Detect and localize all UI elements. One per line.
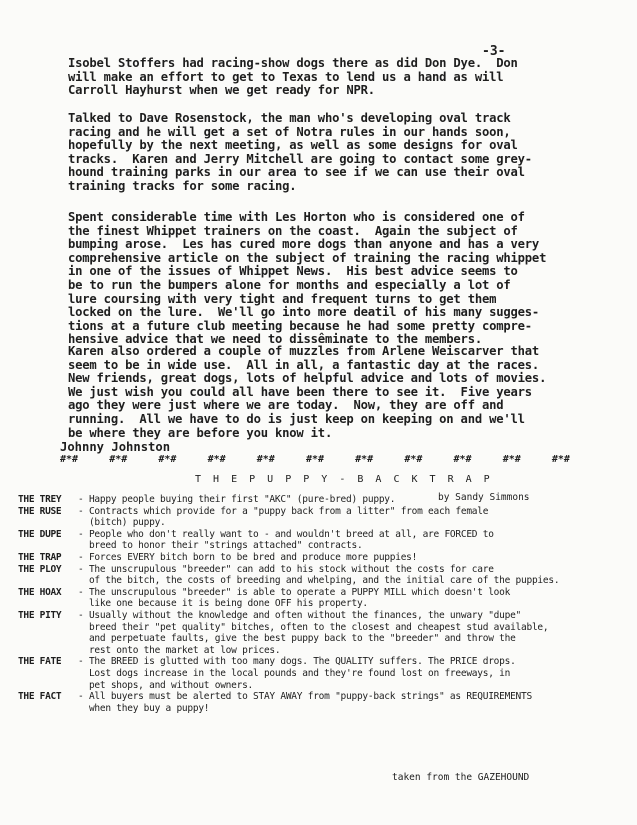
paragraph-horton: Spent considerable time with Les Horton who is considered one of the finest Whippet trainers on the coast. Again the subject of bumping arose. Les has cured more dogs than anyone and has a very comprehensive article on the subject of training the racing whippet in one of the issues of Whippet News. His best advice seems to be to run the bumpers alone for months and especially a lot of lure coursing with very tight and frequent turns to get them locked on the lure. We'll go into more deatil of his many sugges- tions at a future club meeting because he had some pretty compre- hensive advice that we need to dissêminate to the members. xyxy=(68,210,547,347)
definition-term: THE PLOY xyxy=(18,563,62,575)
definition-text: - People who don't really want to - and wouldn't breed at all, are FORCED to breed to honor their "strings attached" contracts. xyxy=(78,528,494,552)
definition-item xyxy=(18,552,618,564)
definition-item xyxy=(18,529,618,552)
definition-item xyxy=(18,494,618,506)
definition-item xyxy=(18,610,618,656)
paragraph-muzzles: Karen also ordered a couple of muzzles from Arlene Weiscarver that seem to be in wide use. All in all, a fantastic day at the races. New friends, great dogs, lots of helpful advice and lots of movies. We just wish you could all have been there to see it. Five years ago they were just where we are today. Now, they are off and running. All we have to do is just keep on keeping on and we'll be where they are before you know it. xyxy=(68,344,547,440)
article-source: taken from the GAZEHOUND xyxy=(392,772,530,783)
separator-mark: #*# xyxy=(305,454,324,465)
definition-term: THE DUPE xyxy=(18,528,62,540)
definition-text: - Usually without the knowledge and often without the finances, the unwary "dupe" breed their "pet quality" bitches, often to the closest and cheapest stud available, and perpetuate faults, give the best puppy back to the "breeder" and throw the rest onto the market at low prices. xyxy=(78,609,549,656)
separator-mark: #*# xyxy=(256,454,275,465)
definition-term: THE PITY xyxy=(18,609,62,621)
article-byline: by Sandy Simmons xyxy=(438,492,530,503)
separator-mark: #*# xyxy=(404,454,423,465)
definition-text: - The BREED is glutted with too many dogs. The QUALITY suffers. The PRICE drops. Lost dogs increase in the local pounds and they're found lost on freeways, in pet shops, and without owners. xyxy=(78,656,516,691)
separator-mark: #*# xyxy=(355,454,374,465)
page-number: -3- xyxy=(482,44,506,59)
definition-item xyxy=(18,587,618,610)
definition-term: THE RUSE xyxy=(18,505,62,517)
definition-list xyxy=(18,491,618,714)
definition-term: THE TRAP xyxy=(18,551,62,563)
definition-term: THE FACT xyxy=(18,691,62,703)
definition-term: THE FATE xyxy=(18,656,62,668)
definition-item xyxy=(18,564,618,587)
signature: Johnny Johnston xyxy=(60,440,171,454)
separator-row xyxy=(60,454,570,465)
paragraph-rosenstock: Talked to Dave Rosenstock, the man who's developing oval track racing and he will get a set of Notra rules in our hands soon, hopefully by the next meeting, as well as some designs for oval tracks. Karen and Jerry Mitchell are going to contact some grey- hound training parks in our area to see if we can use their oval training tracks for some racing. xyxy=(68,111,532,193)
paragraph-stoffers: Isobel Stoffers had racing-show dogs there as did Don Dye. Don will make an effort to get to Texas to lend us a hand as will Carroll Hayhurst when we get ready for NPR. xyxy=(68,56,518,98)
definition-text: - The unscrupulous "breeder" can add to his stock without the costs for care of the bitch, the costs of breeding and whelping, and the initial care of the puppies. xyxy=(78,563,560,587)
definition-term: THE TREY xyxy=(18,494,62,505)
separator-mark: #*# xyxy=(207,454,226,465)
definition-text: - Forces EVERY bitch born to be bred and produce more puppies! xyxy=(78,551,418,563)
separator-mark: #*# xyxy=(502,454,521,465)
separator-mark: #*# xyxy=(453,454,472,465)
definition-item xyxy=(18,506,618,529)
separator-mark: #*# xyxy=(158,454,177,465)
definition-text: - Contracts which provide for a "puppy back from a litter" from each female (bitch) puppy. xyxy=(78,505,489,529)
definition-text: - All buyers must be alerted to STAY AWAY from "puppy-back strings" as REQUIREMENTS when they buy a puppy! xyxy=(78,691,532,714)
definition-term: THE HOAX xyxy=(18,586,62,598)
definition-text: - The unscrupulous "breeder" is able to operate a PUPPY MILL which doesn't look like one because it is being done OFF his property. xyxy=(78,586,511,610)
definition-item xyxy=(18,691,618,714)
separator-mark: #*# xyxy=(60,454,79,465)
separator-mark: #*# xyxy=(109,454,128,465)
article-title: T H E P U P P Y - B A C K T R A P xyxy=(195,474,493,485)
definition-text: - Happy people buying their first "AKC" (pure-bred) puppy. xyxy=(78,494,396,505)
definition-item xyxy=(18,656,618,691)
separator-mark: #*# xyxy=(551,454,570,465)
